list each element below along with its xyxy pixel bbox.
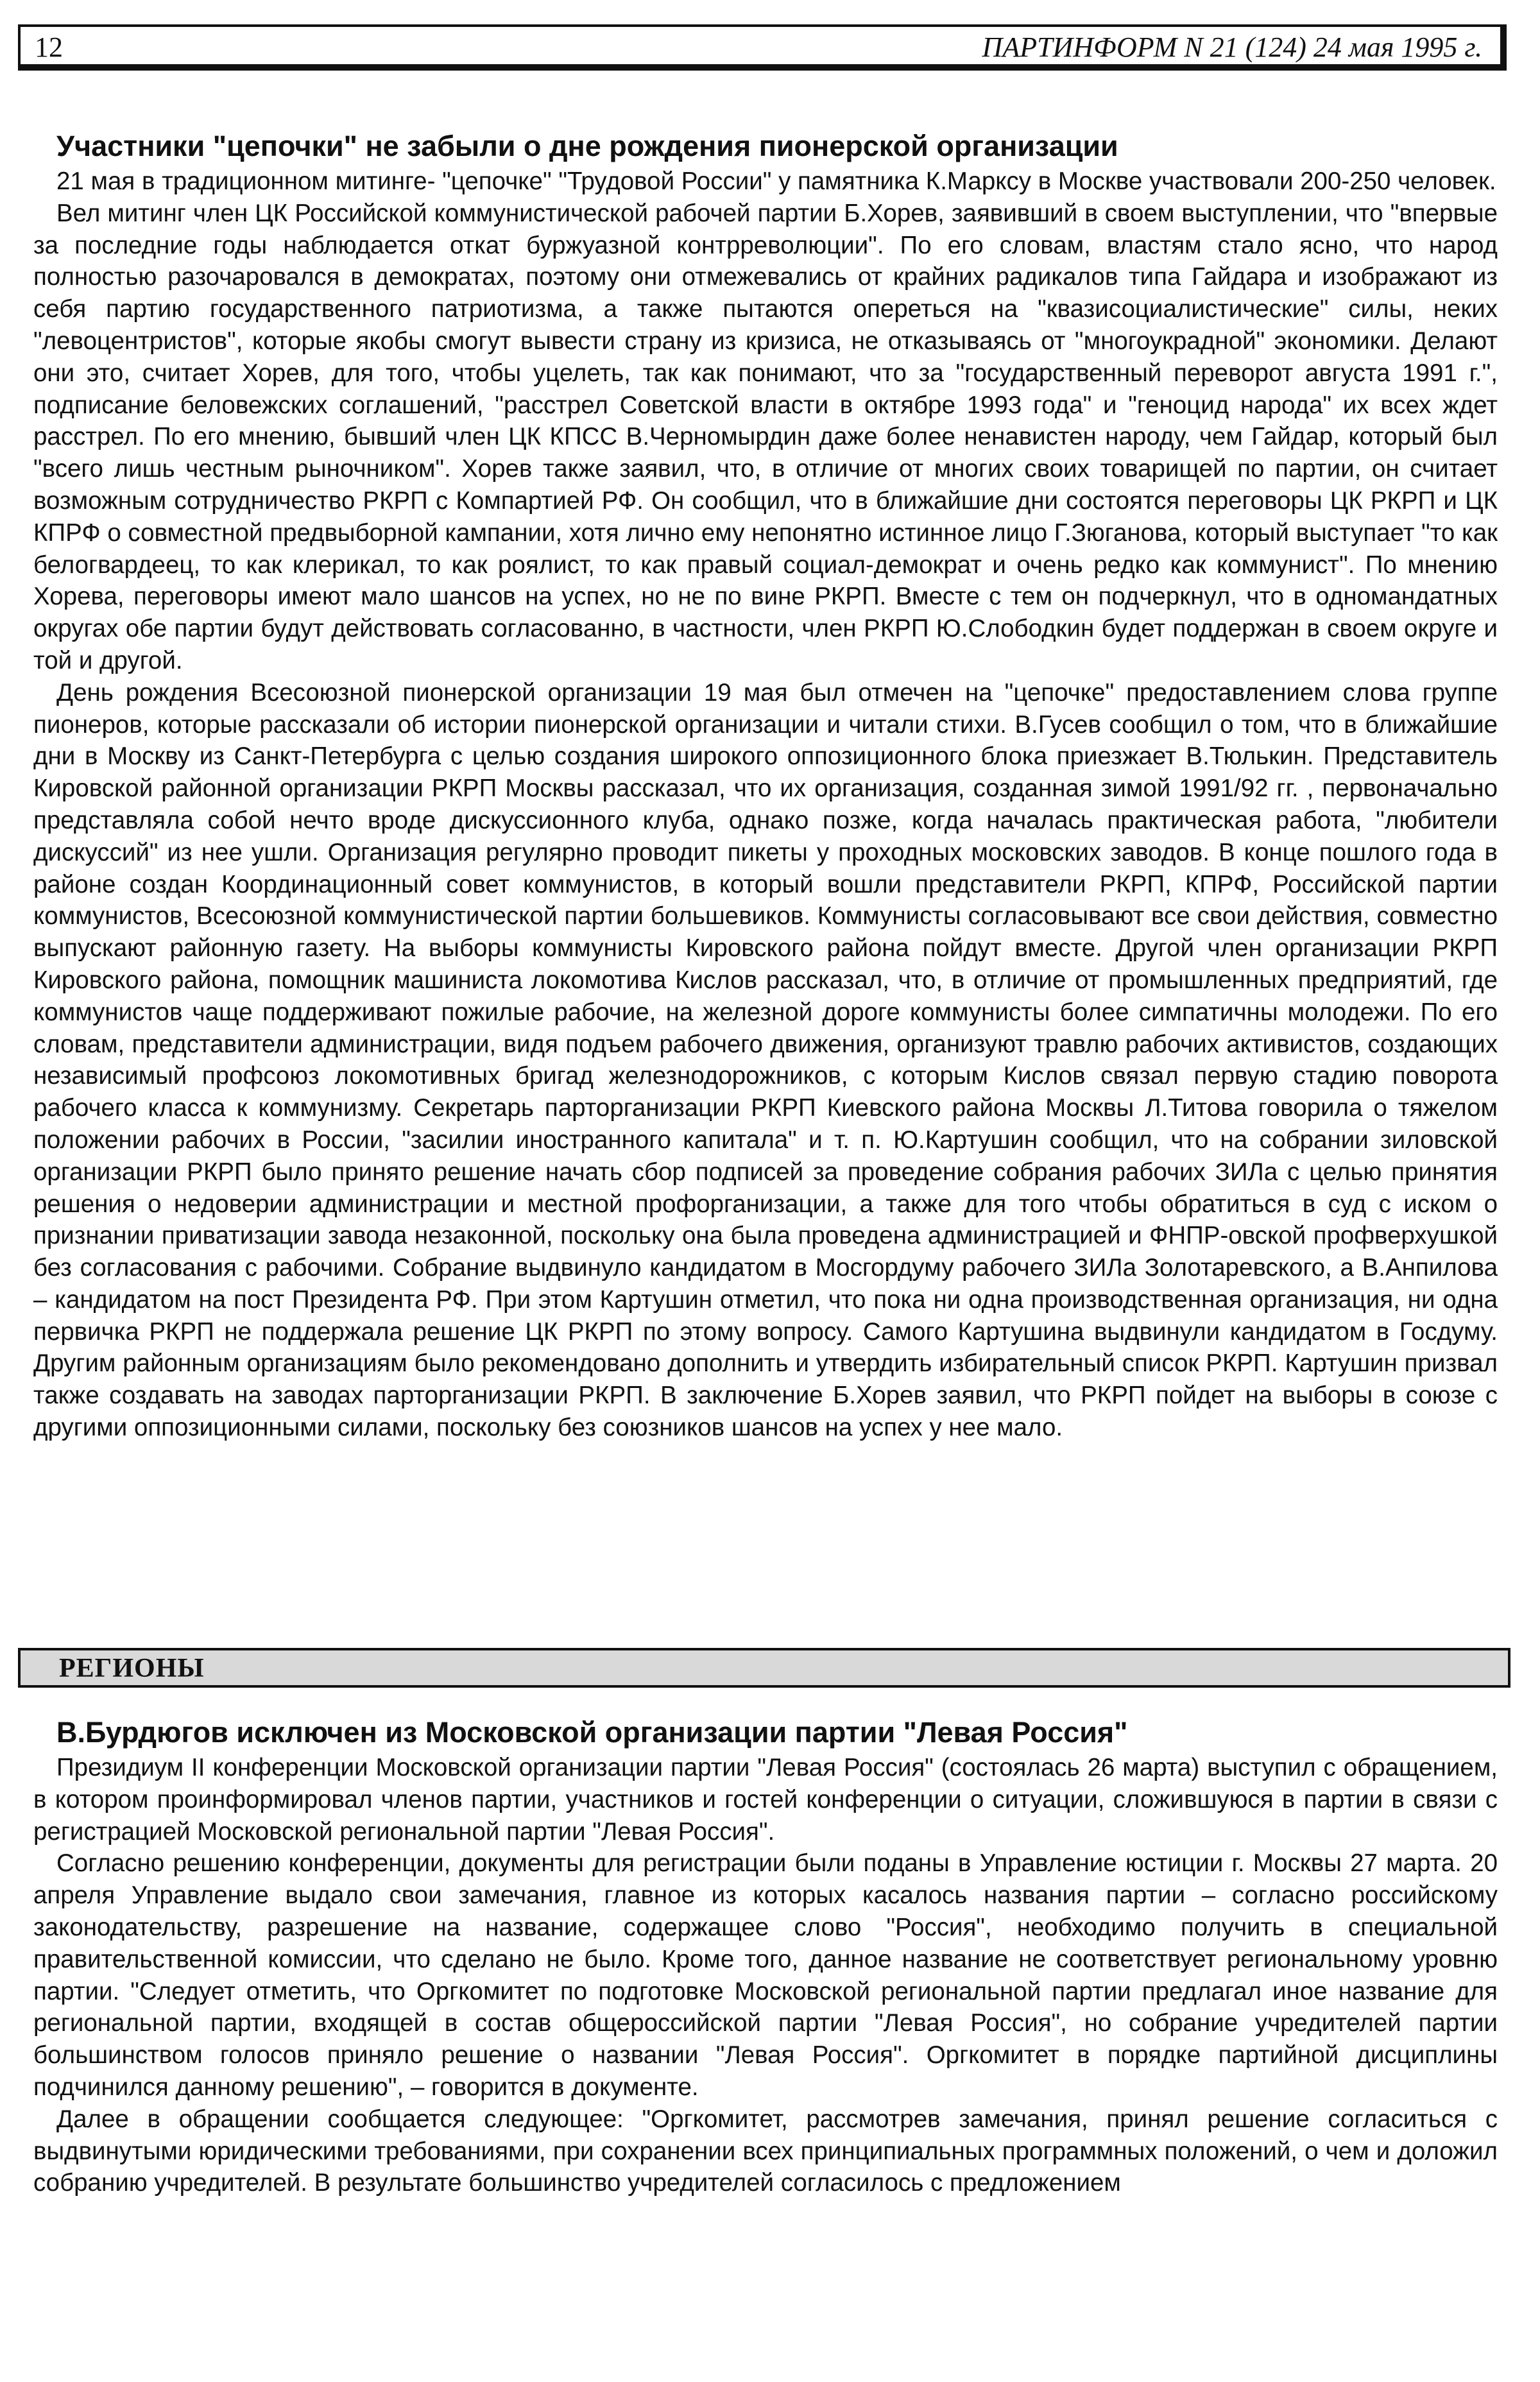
article-pioneer-anniversary [33, 128, 1498, 1444]
article-title: Участники "цепочки" не забыли о дне рождения пионерской организации [56, 130, 1118, 162]
article-paragraph: День рождения Всесоюзной пионерской организации 19 мая был отмечен на "цепочке" предоставлением слова группе пионеров, которые рассказали об истории пионерской организации и читали стихи. В.Гусев сообщил о том, что в ближайшие дни в Москву из Санкт-Петербурга с целью создания широкого оппозиционного блока приезжает В.Тюлькин. Представитель Кировской районной организации РКРП Москвы рассказал, что их организация, созданная зимой 1991/92 гг. , первоначально представляла собой нечто вроде дискуссионного клуба, однако позже, когда началась практическая работа, "любители дискуссий" из нее ушли. Организация регулярно проводит пикеты у проходных московских заводов. В конце пошлого года в районе создан Координационный совет коммунистов, в который вошли представители РКРП, КПРФ, Российской партии коммунистов, Всесоюзной коммунистической партии большевиков. Коммунисты согласовывают все свои действия, совместно выпускают районную газету. На выборы коммунисты Кировского района пойдут вместе. Другой член организации РКРП Кировского района, помощник машиниста локомотива Кислов рассказал, что, в отличие от промышленных предприятий, где коммунистов чаще поддерживают пожилые рабочие, на железной дороге коммунисты более симпатичны молодежи. По его словам, представители администрации, видя подъем рабочего движения, организуют травлю рабочих активистов, создающих независимый профсоюз локомотивных бригад железнодорожников, с которым Кислов связал первую стадию поворота рабочего класса к коммунизму. Секретарь парторганизации РКРП Киевского района Москвы Л.Титова говорила о тяжелом положении рабочих в России, "засилии иностранного капитала" и т. п. Ю.Картушин сообщил, что на собрании зиловской организации РКРП было принято решение начать сбор подписей за проведение собрания рабочих ЗИЛа с целью принятия решения о недоверии администрации и местной профорганизации, а также для того чтобы обратиться в суд с иском о признании приватизации завода незаконной, поскольку она была проведена администрацией и ФНПР-овской профверхушкой без согласования с рабочими. Собрание выдвинуло кандидатом в Мосгордуму рабочего ЗИЛа Золотаревского, а В.Анпилова – кандидатом на пост Президента РФ. При этом Картушин отметил, что пока ни одна производственная организация, ни одна первичка РКРП не поддержала решение ЦК РКРП по этому вопросу. Самого Картушина выдвинули кандидатом в Госдуму. Другим районным организациям было рекомендовано дополнить и утвердить избирательный список РКРП. Картушин призвал также создавать на заводах парторганизации РКРП. В заключение Б.Хорев заявил, что РКРП пойдет на выборы в союзе с другими оппозиционными силами, поскольку без союзников шансов на успех у нее мало. [33, 678, 1498, 1442]
publication-title: ПАРТИНФОРМ N 21 (124) 24 мая 1995 г. [982, 31, 1482, 63]
section-label: РЕГИОНЫ [59, 1654, 205, 1683]
article-paragraph: 21 мая в традиционном митинге- "цепочке" "Трудовой России" у памятника К.Марксу в Москве участвовали 200-250 человек. [56, 167, 1496, 195]
section-header-regions [18, 1648, 1510, 1688]
article-burdyugov-expelled [33, 1715, 1498, 2199]
article-paragraph: Вел митинг член ЦК Российской коммунистической рабочей партии Б.Хорев, заявивший в своем выступлении, что "впервые за последние годы наблюдается откат буржуазной контрреволюции". По его словам, властям стало ясно, что народ полностью разочаровался в демократах, поэтому они отмежевались от крайних радикалов типа Гайдара и изображают из себя партию государственного патриотизма, а также пытаются опереться на "квазисоциалистические" силы, неких "левоцентристов", которые якобы смогут вывести страну из кризиса, не отказываясь от "многоукрадной" экономики. Делают они это, считает Хорев, для того, чтобы уцелеть, так как понимают, что за "государственный переворот августа 1991 г.", подписание беловежских соглашений, "расстрел Советской власти в октябре 1993 года" и "геноцид народа" их всех ждет расстрел. По его мнению, бывший член ЦК КПСС В.Черномырдин даже более ненавистен народу, чем Гайдар, который был "всего лишь честным рыночником". Хорев также заявил, что, в отличие от многих своих товарищей по партии, он считает возможным сотрудничество РКРП с Компартией РФ. Он сообщил, что в ближайшие дни состоятся переговоры ЦК РКРП и ЦК КПРФ о совместной предвыборной кампании, хотя лично ему непонятно истинное лицо Г.Зюганова, который выступает "то как белогвардеец, то как клерикал, то как роялист, то как правый социал-демократ и очень редко как коммунист". По мнению Хорева, переговоры имеют мало шансов на успех, но не по вине РКРП. Вместе с тем он подчеркнул, что в одномандатных округах обе партии будут действовать согласованно, в частности, член РКРП Ю.Слободкин будет поддержан в своем округе и той и другой. [33, 199, 1498, 674]
article-title: В.Бурдюгов исключен из Московской организации партии "Левая Россия" [56, 1716, 1128, 1749]
page-header [18, 24, 1507, 71]
article-paragraph: Далее в обращении сообщается следующее: "Оргкомитет, рассмотрев замечания, принял решение согласиться с выдвинутыми юридическими требованиями, при сохранении всех принципиальных программных положений, о чем и доложил собранию учредителей. В результате большинство учредителей согласилось с предложением [33, 2105, 1498, 2197]
article-paragraph: Согласно решению конференции, документы для регистрации были поданы в Управление юстиции г. Москвы 27 марта. 20 апреля Управление выдало свои замечания, главное из которых касалось названия партии – согласно российскому законодательству, разрешение на название, содержащее слово "Россия", необходимо получить в специальной правительственной комиссии, что сделано не было. Кроме того, данное название не соответствует региональному уровню партии. "Следует отметить, что Оргкомитет по подготовке Московской региональной партии предлагал иное название для региональной партии, входящей в состав общероссийской партии "Левая Россия", но собрание учредителей партии большинством голосов приняло решение о названии "Левая Россия". Оргкомитет в порядке партийной дисциплины подчинился данному решению", – говорится в документе. [33, 1849, 1498, 2101]
article-paragraph: Президиум II конференции Московской организации партии "Левая Россия" (состоялась 26 марта) выступил с обращением, в котором проинформировал членов партии, участников и гостей конференции о ситуации, сложившуюся в партии в связи с регистрацией Московской региональной партии "Левая Россия". [33, 1754, 1498, 1846]
page-number: 12 [35, 31, 63, 63]
